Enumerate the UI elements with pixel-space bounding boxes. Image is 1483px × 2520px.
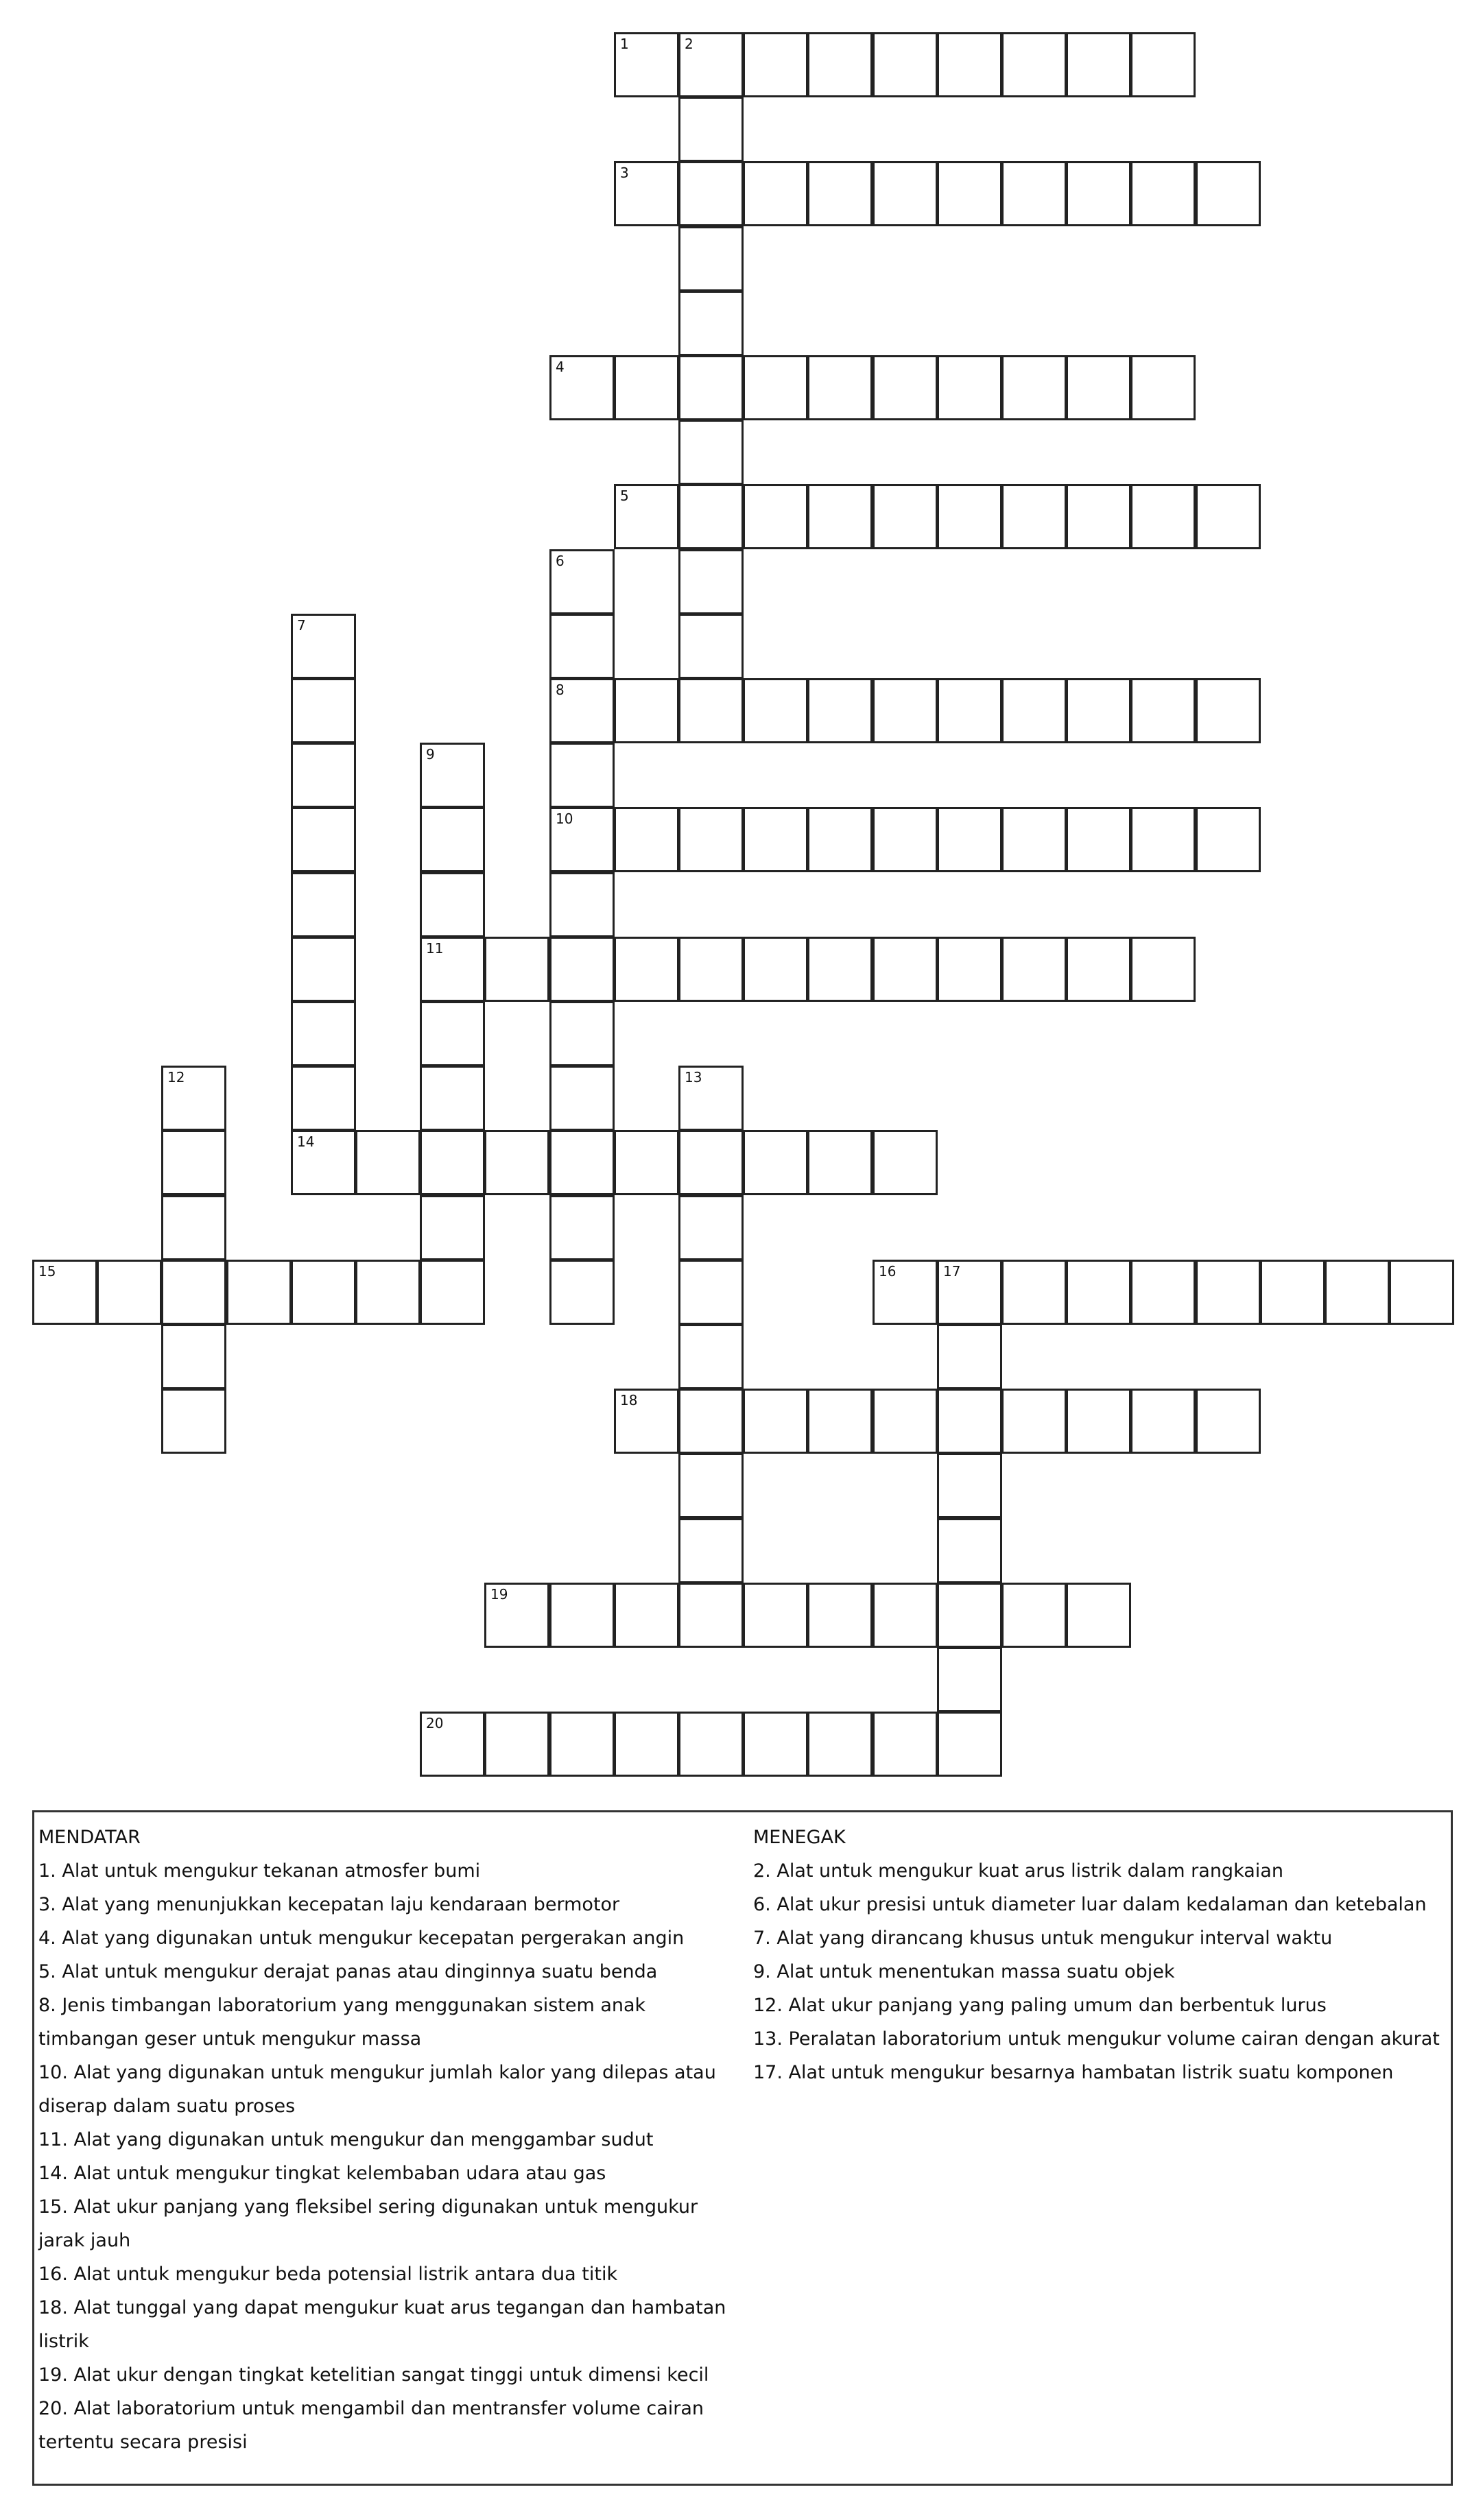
grid-cell[interactable] — [678, 291, 744, 356]
grid-cell[interactable] — [614, 1583, 679, 1648]
grid-cell[interactable] — [678, 1583, 744, 1648]
grid-cell[interactable] — [1066, 807, 1131, 872]
clue-number: 9 — [426, 746, 435, 763]
grid-cell[interactable] — [1130, 355, 1196, 420]
clue-down-12: 12. Alat ukur panjang yang paling umum dan berbentuk lurus — [753, 1995, 1327, 2016]
grid-cell[interactable] — [420, 743, 485, 808]
grid-cell[interactable] — [1066, 937, 1131, 1002]
grid-cell[interactable] — [678, 1260, 744, 1325]
clue-number: 18 — [620, 1392, 638, 1408]
grid-cell[interactable] — [291, 614, 356, 679]
grid-cell[interactable] — [1196, 807, 1261, 872]
grid-cell[interactable] — [549, 1260, 615, 1325]
grid-cell[interactable] — [873, 484, 938, 549]
grid-cell[interactable] — [678, 937, 744, 1002]
grid-cell[interactable] — [937, 1583, 1002, 1648]
grid-cell[interactable] — [678, 1518, 744, 1583]
grid-cell[interactable] — [1066, 1583, 1131, 1648]
grid-cell[interactable] — [678, 1066, 744, 1131]
grid-cell[interactable] — [484, 937, 549, 1002]
clue-across-19: 19. Alat ukur dengan tingkat ketelitian sangat tinggi untuk dimensi kecil — [38, 2364, 709, 2386]
grid-cell[interactable] — [873, 807, 938, 872]
grid-cell[interactable] — [743, 1712, 808, 1777]
grid-cell[interactable] — [1001, 32, 1067, 97]
across-clues — [38, 1821, 738, 2459]
grid-cell[interactable] — [1066, 678, 1131, 743]
grid-cell[interactable] — [484, 1583, 549, 1648]
grid-cell[interactable] — [743, 161, 808, 226]
grid-cell[interactable] — [614, 807, 679, 872]
grid-cell[interactable] — [807, 484, 873, 549]
grid-cell[interactable] — [937, 678, 1002, 743]
grid-cell[interactable] — [1066, 32, 1131, 97]
grid-cell[interactable] — [291, 1001, 356, 1066]
grid-cell[interactable] — [614, 484, 679, 549]
clue-across-20: 20. Alat laboratorium untuk mengambil dan mentransfer volume cairan tertentu secara presisi — [38, 2398, 704, 2453]
grid-cell[interactable] — [1130, 807, 1196, 872]
grid-cell[interactable] — [420, 1066, 485, 1131]
clue-across-14: 14. Alat untuk mengukur tingkat kelembaban udara atau gas — [38, 2163, 606, 2184]
grid-cell[interactable] — [549, 355, 615, 420]
grid-cell[interactable] — [873, 1260, 938, 1325]
grid-cell[interactable] — [807, 1712, 873, 1777]
grid-cell[interactable] — [678, 420, 744, 485]
grid-cell[interactable] — [1325, 1260, 1390, 1325]
grid-cell[interactable] — [743, 1389, 808, 1454]
clue-across-10: 10. Alat yang digunakan untuk mengukur jumlah kalor yang dilepas atau diserap dalam suatu proses — [38, 2062, 716, 2117]
grid-cell[interactable] — [743, 355, 808, 420]
grid-cell[interactable] — [937, 1453, 1002, 1518]
grid-cell[interactable] — [420, 1712, 485, 1777]
grid-cell[interactable] — [1196, 1389, 1261, 1454]
grid-cell[interactable] — [807, 678, 873, 743]
grid-cell[interactable] — [161, 1389, 226, 1454]
clue-across-5: 5. Alat untuk mengukur derajat panas atau dinginnya suatu benda — [38, 1961, 658, 1982]
grid-cell[interactable] — [873, 355, 938, 420]
grid-cell[interactable] — [614, 32, 679, 97]
grid-cell[interactable] — [743, 484, 808, 549]
clue-down-7: 7. Alat yang dirancang khusus untuk mengukur interval waktu — [753, 1928, 1333, 1949]
grid-cell[interactable] — [420, 1001, 485, 1066]
grid-cell[interactable] — [1001, 1389, 1067, 1454]
clue-box — [32, 1810, 1453, 2486]
grid-cell[interactable] — [420, 1195, 485, 1260]
grid-cell[interactable] — [937, 807, 1002, 872]
clue-number: 8 — [556, 682, 565, 698]
grid-cell[interactable] — [484, 1712, 549, 1777]
grid-cell[interactable] — [1001, 355, 1067, 420]
grid-cell[interactable] — [1001, 1583, 1067, 1648]
grid-cell[interactable] — [678, 807, 744, 872]
grid-cell[interactable] — [549, 1001, 615, 1066]
grid-cell[interactable] — [807, 1389, 873, 1454]
grid-cell[interactable] — [807, 355, 873, 420]
grid-cell[interactable] — [937, 1389, 1002, 1454]
clue-number: 6 — [556, 553, 565, 569]
grid-cell[interactable] — [1130, 937, 1196, 1002]
grid-cell[interactable] — [743, 678, 808, 743]
grid-cell[interactable] — [1130, 678, 1196, 743]
grid-cell[interactable] — [549, 743, 615, 808]
grid-cell[interactable] — [614, 1389, 679, 1454]
grid-cell[interactable] — [549, 1583, 615, 1648]
grid-cell[interactable] — [161, 1066, 226, 1131]
grid-cell[interactable] — [484, 1130, 549, 1195]
clue-number: 1 — [620, 36, 629, 52]
grid-cell[interactable] — [1196, 484, 1261, 549]
grid-cell[interactable] — [420, 1260, 485, 1325]
grid-cell[interactable] — [743, 937, 808, 1002]
clue-number: 10 — [556, 811, 573, 827]
grid-cell[interactable] — [549, 678, 615, 743]
grid-cell[interactable] — [743, 32, 808, 97]
clue-number: 3 — [620, 165, 629, 181]
clue-across-11: 11. Alat yang digunakan untuk mengukur dan menggambar sudut — [38, 2129, 654, 2150]
clue-across-1: 1. Alat untuk mengukur tekanan atmosfer bumi — [38, 1860, 481, 1882]
grid-cell[interactable] — [678, 1389, 744, 1454]
grid-cell[interactable] — [1001, 937, 1067, 1002]
grid-cell[interactable] — [678, 484, 744, 549]
clue-down-2: 2. Alat untuk mengukur kuat arus listrik dalam rangkaian — [753, 1860, 1283, 1882]
grid-cell[interactable] — [355, 1130, 420, 1195]
grid-cell[interactable] — [291, 1130, 356, 1195]
grid-cell[interactable] — [1130, 1260, 1196, 1325]
grid-cell[interactable] — [291, 678, 356, 743]
grid-cell[interactable] — [549, 1195, 615, 1260]
grid-cell[interactable] — [161, 1324, 226, 1389]
grid-cell[interactable] — [291, 937, 356, 1002]
grid-cell[interactable] — [161, 1130, 226, 1195]
grid-cell[interactable] — [873, 1712, 938, 1777]
clue-number: 11 — [426, 940, 444, 957]
grid-cell[interactable] — [937, 1647, 1002, 1712]
grid-cell[interactable] — [291, 1066, 356, 1131]
clue-number: 20 — [426, 1715, 444, 1731]
clue-number: 12 — [167, 1069, 185, 1085]
grid-cell[interactable] — [420, 937, 485, 1002]
clue-number: 13 — [685, 1069, 702, 1085]
grid-cell[interactable] — [678, 161, 744, 226]
grid-cell[interactable] — [1130, 32, 1196, 97]
grid-cell[interactable] — [161, 1260, 226, 1325]
clue-number: 19 — [490, 1586, 508, 1603]
grid-cell[interactable] — [614, 937, 679, 1002]
grid-cell[interactable] — [1001, 161, 1067, 226]
grid-cell[interactable] — [1196, 1260, 1261, 1325]
grid-cell[interactable] — [549, 1130, 615, 1195]
grid-cell[interactable] — [873, 1130, 938, 1195]
grid-cell[interactable] — [807, 161, 873, 226]
grid-cell[interactable] — [678, 1195, 744, 1260]
grid-cell[interactable] — [549, 549, 615, 614]
across-heading: MENDATAR — [38, 1827, 141, 1848]
grid-cell[interactable] — [549, 1066, 615, 1131]
grid-cell[interactable] — [937, 1324, 1002, 1389]
grid-cell[interactable] — [873, 161, 938, 226]
grid-cell[interactable] — [807, 1583, 873, 1648]
grid-cell[interactable] — [291, 872, 356, 937]
grid-cell[interactable] — [873, 32, 938, 97]
grid-cell[interactable] — [937, 355, 1002, 420]
grid-cell[interactable] — [743, 807, 808, 872]
grid-cell[interactable] — [291, 807, 356, 872]
grid-cell[interactable] — [549, 614, 615, 679]
grid-cell[interactable] — [1001, 484, 1067, 549]
grid-cell[interactable] — [678, 1130, 744, 1195]
grid-cell[interactable] — [873, 937, 938, 1002]
grid-cell[interactable] — [807, 807, 873, 872]
grid-cell[interactable] — [614, 678, 679, 743]
grid-cell[interactable] — [614, 1712, 679, 1777]
grid-cell[interactable] — [549, 807, 615, 872]
clue-number: 4 — [556, 359, 565, 375]
clue-number: 16 — [879, 1263, 897, 1280]
down-clues — [753, 1821, 1446, 2089]
clue-number: 17 — [943, 1263, 961, 1280]
grid-cell[interactable] — [1196, 161, 1261, 226]
grid-cell[interactable] — [420, 1130, 485, 1195]
grid-cell[interactable] — [937, 484, 1002, 549]
clue-across-4: 4. Alat yang digunakan untuk mengukur kecepatan pergerakan angin — [38, 1928, 685, 1949]
grid-cell[interactable] — [678, 355, 744, 420]
clue-down-17: 17. Alat untuk mengukur besarnya hambatan listrik suatu komponen — [753, 2062, 1394, 2083]
grid-cell[interactable] — [1066, 484, 1131, 549]
clue-number: 7 — [297, 617, 306, 634]
grid-cell[interactable] — [937, 1518, 1002, 1583]
grid-cell[interactable] — [678, 97, 744, 162]
grid-cell[interactable] — [549, 872, 615, 937]
clue-across-8: 8. Jenis timbangan laboratorium yang menggunakan sistem anak timbangan geser untuk mengukur massa — [38, 1995, 646, 2050]
clue-number: 15 — [38, 1263, 56, 1280]
grid-cell[interactable] — [291, 743, 356, 808]
grid-cell[interactable] — [743, 1583, 808, 1648]
clue-number: 14 — [297, 1133, 315, 1150]
clue-across-16: 16. Alat untuk mengukur beda potensial listrik antara dua titik — [38, 2264, 618, 2285]
clue-across-3: 3. Alat yang menunjukkan kecepatan laju kendaraan bermotor — [38, 1894, 620, 1915]
grid-cell[interactable] — [1001, 678, 1067, 743]
grid-cell[interactable] — [355, 1260, 420, 1325]
grid-cell[interactable] — [937, 32, 1002, 97]
grid-cell[interactable] — [807, 937, 873, 1002]
grid-cell[interactable] — [161, 1195, 226, 1260]
grid-cell[interactable] — [420, 872, 485, 937]
clue-down-9: 9. Alat untuk menentukan massa suatu objek — [753, 1961, 1175, 1982]
clue-number: 5 — [620, 488, 629, 504]
grid-cell[interactable] — [420, 807, 485, 872]
grid-cell[interactable] — [678, 1453, 744, 1518]
grid-cell[interactable] — [873, 1389, 938, 1454]
grid-cell[interactable] — [678, 678, 744, 743]
grid-cell[interactable] — [614, 161, 679, 226]
grid-cell[interactable] — [937, 161, 1002, 226]
grid-cell[interactable] — [1130, 1389, 1196, 1454]
grid-cell[interactable] — [1196, 678, 1261, 743]
grid-cell[interactable] — [32, 1260, 97, 1325]
grid-cell[interactable] — [291, 1260, 356, 1325]
clue-across-18: 18. Alat tunggal yang dapat mengukur kuat arus tegangan dan hambatan listrik — [38, 2297, 726, 2352]
grid-cell[interactable] — [1066, 1389, 1131, 1454]
grid-cell[interactable] — [1130, 161, 1196, 226]
grid-cell[interactable] — [1001, 1260, 1067, 1325]
grid-cell[interactable] — [678, 614, 744, 679]
grid-cell[interactable] — [743, 1130, 808, 1195]
clue-down-13: 13. Peralatan laboratorium untuk mengukur volume cairan dengan akurat — [753, 2028, 1440, 2050]
grid-cell[interactable] — [937, 1712, 1002, 1777]
grid-cell[interactable] — [97, 1260, 162, 1325]
grid-cell[interactable] — [678, 1712, 744, 1777]
clue-across-15: 15. Alat ukur panjang yang fleksibel sering digunakan untuk mengukur jarak jauh — [38, 2196, 698, 2251]
grid-cell[interactable] — [937, 937, 1002, 1002]
grid-cell[interactable] — [678, 549, 744, 614]
grid-cell[interactable] — [549, 937, 615, 1002]
grid-cell[interactable] — [1066, 355, 1131, 420]
grid-cell[interactable] — [549, 1712, 615, 1777]
grid-cell[interactable] — [937, 1260, 1002, 1325]
grid-cell[interactable] — [1066, 1260, 1131, 1325]
grid-cell[interactable] — [1066, 161, 1131, 226]
grid-cell[interactable] — [678, 32, 744, 97]
grid-cell[interactable] — [226, 1260, 292, 1325]
clue-number: 2 — [685, 36, 693, 52]
grid-cell[interactable] — [678, 226, 744, 291]
grid-cell[interactable] — [807, 1130, 873, 1195]
clue-down-6: 6. Alat ukur presisi untuk diameter luar dalam kedalaman dan ketebalan — [753, 1894, 1427, 1915]
grid-cell[interactable] — [614, 1130, 679, 1195]
grid-cell[interactable] — [1389, 1260, 1454, 1325]
grid-cell[interactable] — [807, 32, 873, 97]
grid-cell[interactable] — [678, 1324, 744, 1389]
grid-cell[interactable] — [873, 678, 938, 743]
grid-cell[interactable] — [1260, 1260, 1325, 1325]
grid-cell[interactable] — [614, 355, 679, 420]
grid-cell[interactable] — [1001, 807, 1067, 872]
grid-cell[interactable] — [873, 1583, 938, 1648]
grid-cell[interactable] — [1130, 484, 1196, 549]
down-heading: MENEGAK — [753, 1827, 846, 1848]
